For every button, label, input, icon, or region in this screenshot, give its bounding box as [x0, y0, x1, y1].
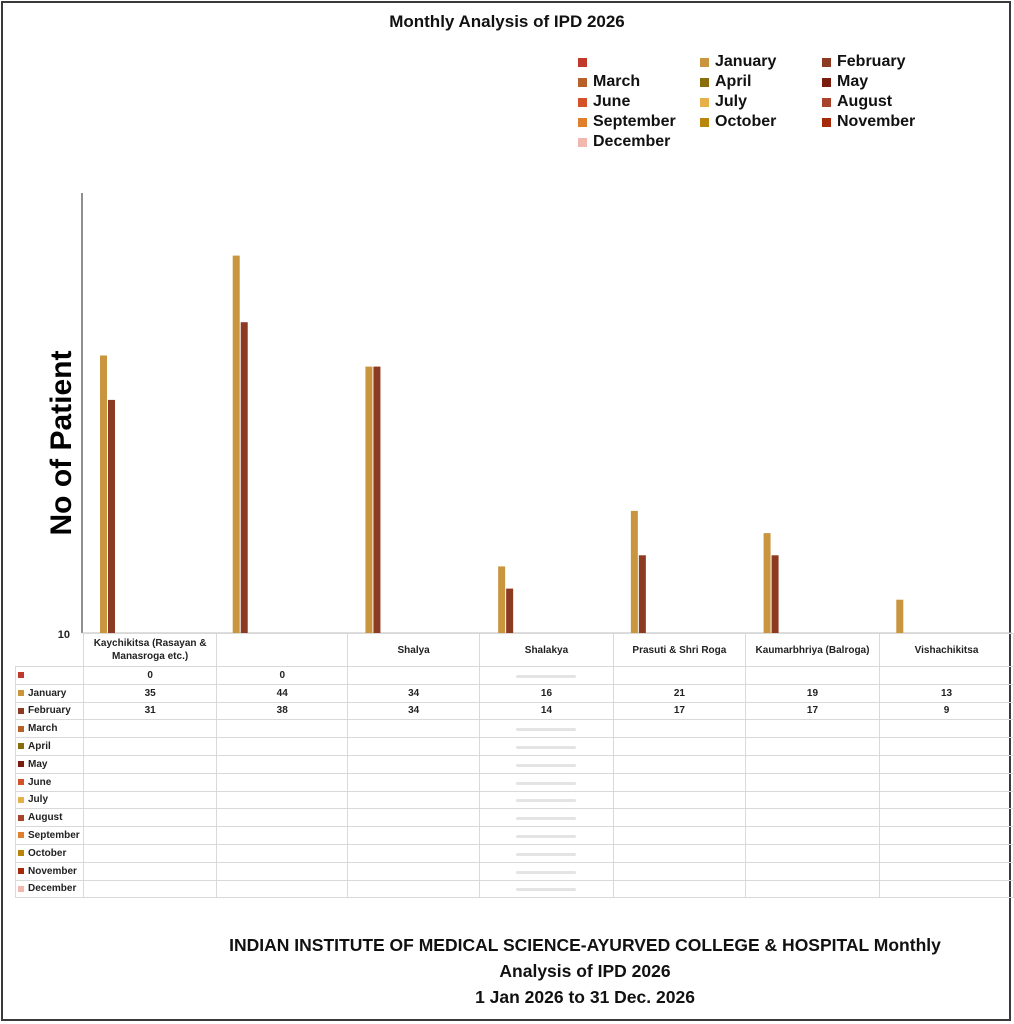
table-cell: [745, 844, 879, 862]
table-cell: [745, 720, 879, 738]
footer-line-2: Analysis of IPD 2026: [499, 961, 671, 981]
legend-label: July: [715, 93, 748, 110]
table-cell: [480, 738, 614, 756]
table-row: [16, 827, 1014, 845]
table-row: [16, 667, 1014, 685]
table-cell: [613, 738, 745, 756]
table-cell: [880, 844, 1014, 862]
series-swatch: [18, 779, 24, 785]
table-cell: [348, 791, 480, 809]
table-row: [16, 862, 1014, 880]
table-cell: [83, 844, 216, 862]
category-label: Kaumarbhriya (Balroga): [745, 634, 879, 667]
bar-february: [506, 589, 513, 633]
bar-january: [631, 511, 638, 633]
legend-label: December: [593, 133, 671, 150]
series-swatch: [18, 850, 24, 856]
table-cell: 19: [745, 684, 879, 702]
table-cell: 21: [613, 684, 745, 702]
table-cell: [348, 880, 480, 898]
blurred-mark: [516, 835, 576, 838]
table-cell: 13: [880, 684, 1014, 702]
series-swatch: [18, 726, 24, 732]
table-cell: [480, 827, 614, 845]
table-row: [16, 809, 1014, 827]
table-cell: [480, 773, 614, 791]
bar-january: [233, 256, 240, 633]
table-cell: [480, 755, 614, 773]
table-cell: [348, 862, 480, 880]
table-cell: [880, 809, 1014, 827]
bar-february: [108, 400, 115, 633]
table-cell: [217, 720, 348, 738]
table-row: [16, 791, 1014, 809]
footer-line-1: INDIAN INSTITUTE OF MEDICAL SCIENCE-AYURVED COLLEGE & HOSPITAL Monthly: [229, 935, 941, 955]
table-cell: [348, 738, 480, 756]
table-row: [16, 684, 1014, 702]
table-cell: 35: [83, 684, 216, 702]
bar-february: [772, 555, 779, 633]
data-table: [15, 633, 1014, 898]
series-label: January: [16, 684, 84, 702]
table-cell: [480, 862, 614, 880]
series-swatch: [18, 886, 24, 892]
table-cell: 38: [217, 702, 348, 720]
table-cell: [613, 827, 745, 845]
series-swatch: [18, 832, 24, 838]
table-cell: [880, 738, 1014, 756]
table-cell: [880, 880, 1014, 898]
table-cell: [880, 773, 1014, 791]
table-cell: [880, 667, 1014, 685]
blurred-mark: [516, 817, 576, 820]
table-cell: [880, 720, 1014, 738]
table-cell: [613, 755, 745, 773]
series-swatch: [18, 868, 24, 874]
table-cell: [745, 809, 879, 827]
table-cell: [217, 791, 348, 809]
category-label: [217, 634, 348, 667]
table-cell: [217, 773, 348, 791]
table-cell: [480, 720, 614, 738]
y-axis-label: No of Patient: [45, 350, 78, 536]
category-label: Vishachikitsa: [880, 634, 1014, 667]
table-cell: [217, 862, 348, 880]
blurred-mark: [516, 782, 576, 785]
table-cell: [348, 720, 480, 738]
series-label: October: [16, 844, 84, 862]
table-row: [16, 702, 1014, 720]
table-cell: [83, 862, 216, 880]
table-cell: [217, 844, 348, 862]
table-row: [16, 844, 1014, 862]
series-label: [16, 667, 84, 685]
bar-february: [373, 367, 380, 633]
legend-label: March: [593, 73, 641, 90]
table-cell: [880, 862, 1014, 880]
table-cell: [480, 809, 614, 827]
chart-title: Monthly Analysis of IPD 2026: [389, 12, 625, 31]
table-cell: [348, 667, 480, 685]
blurred-mark: [516, 675, 576, 678]
table-cell: [613, 862, 745, 880]
table-cell: [83, 738, 216, 756]
table-cell: [83, 755, 216, 773]
table-cell: [613, 809, 745, 827]
table-cell: [613, 773, 745, 791]
table-cell: 9: [880, 702, 1014, 720]
table-cell: [480, 880, 614, 898]
table-cell: [348, 809, 480, 827]
table-cell: [480, 667, 614, 685]
table-cell: [880, 791, 1014, 809]
series-swatch: [18, 672, 24, 678]
series-label: November: [16, 862, 84, 880]
table-cell: [613, 720, 745, 738]
legend-label: May: [837, 73, 869, 90]
blurred-mark: [516, 888, 576, 891]
series-swatch: [18, 761, 24, 767]
table-cell: [745, 738, 879, 756]
series-swatch: [18, 690, 24, 696]
bar-january: [365, 367, 372, 633]
series-swatch: [18, 797, 24, 803]
footer: [170, 932, 1000, 1010]
bar-january: [498, 566, 505, 633]
table-cell: [217, 809, 348, 827]
series-label: March: [16, 720, 84, 738]
table-cell: [745, 773, 879, 791]
table-cell: [480, 844, 614, 862]
series-label: April: [16, 738, 84, 756]
table-row: [16, 773, 1014, 791]
table-cell: [83, 791, 216, 809]
series-label: August: [16, 809, 84, 827]
table-cell: [348, 827, 480, 845]
table-corner: [16, 634, 84, 667]
category-label: Shalakya: [480, 634, 614, 667]
table-cell: [217, 755, 348, 773]
series-swatch: [18, 815, 24, 821]
table-cell: [745, 755, 879, 773]
table-cell: [613, 791, 745, 809]
blurred-mark: [516, 746, 576, 749]
table-cell: 44: [217, 684, 348, 702]
table-row: [16, 880, 1014, 898]
table-cell: [217, 827, 348, 845]
table-cell: [745, 827, 879, 845]
table-cell: [348, 773, 480, 791]
blurred-mark: [516, 764, 576, 767]
table-cell: 0: [217, 667, 348, 685]
series-label: September: [16, 827, 84, 845]
bar-february: [241, 322, 248, 633]
bar-january: [764, 533, 771, 633]
legend-label: October: [715, 113, 777, 130]
table-cell: 0: [83, 667, 216, 685]
table-cell: [83, 720, 216, 738]
blurred-mark: [516, 871, 576, 874]
table-cell: [880, 827, 1014, 845]
y-tick-label: 10: [57, 629, 70, 640]
blurred-mark: [516, 853, 576, 856]
bar-february: [639, 555, 646, 633]
table-cell: [480, 791, 614, 809]
table-cell: 34: [348, 702, 480, 720]
table-row: [16, 738, 1014, 756]
category-label: Shalya: [348, 634, 480, 667]
table-cell: [83, 827, 216, 845]
legend-label: August: [837, 93, 893, 110]
table-row: [16, 755, 1014, 773]
table-cell: [613, 880, 745, 898]
series-swatch: [18, 708, 24, 714]
category-label: Prasuti & Shri Roga: [613, 634, 745, 667]
category-label: Kaychikitsa (Rasayan & Manasroga etc.): [83, 634, 216, 667]
table-cell: 31: [83, 702, 216, 720]
table-cell: [83, 880, 216, 898]
legend-label: June: [593, 93, 631, 110]
series-label: May: [16, 755, 84, 773]
series-label: July: [16, 791, 84, 809]
legend-label: April: [715, 73, 752, 90]
legend-label: November: [837, 113, 916, 130]
table-cell: [83, 773, 216, 791]
table-cell: 34: [348, 684, 480, 702]
table-cell: [217, 738, 348, 756]
table-cell: [745, 791, 879, 809]
table-cell: [348, 844, 480, 862]
footer-line-3: 1 Jan 2026 to 31 Dec. 2026: [475, 987, 695, 1007]
table-cell: [613, 667, 745, 685]
table-cell: 17: [745, 702, 879, 720]
blurred-mark: [516, 799, 576, 802]
series-swatch: [18, 743, 24, 749]
table-cell: 17: [613, 702, 745, 720]
legend-label: September: [593, 113, 676, 130]
legend-label: February: [837, 53, 906, 70]
blurred-mark: [516, 728, 576, 731]
table-cell: [880, 755, 1014, 773]
bar-january: [896, 600, 903, 633]
legend-label: January: [715, 53, 777, 70]
table-cell: [348, 755, 480, 773]
bar-january: [100, 356, 107, 634]
series-label: December: [16, 880, 84, 898]
table-cell: [745, 667, 879, 685]
table-cell: 14: [480, 702, 614, 720]
table-cell: [745, 862, 879, 880]
table-cell: 16: [480, 684, 614, 702]
table-cell: [745, 880, 879, 898]
table-cell: [217, 880, 348, 898]
table-row: [16, 720, 1014, 738]
table-cell: [613, 844, 745, 862]
series-label: February: [16, 702, 84, 720]
table-cell: [83, 809, 216, 827]
series-label: June: [16, 773, 84, 791]
